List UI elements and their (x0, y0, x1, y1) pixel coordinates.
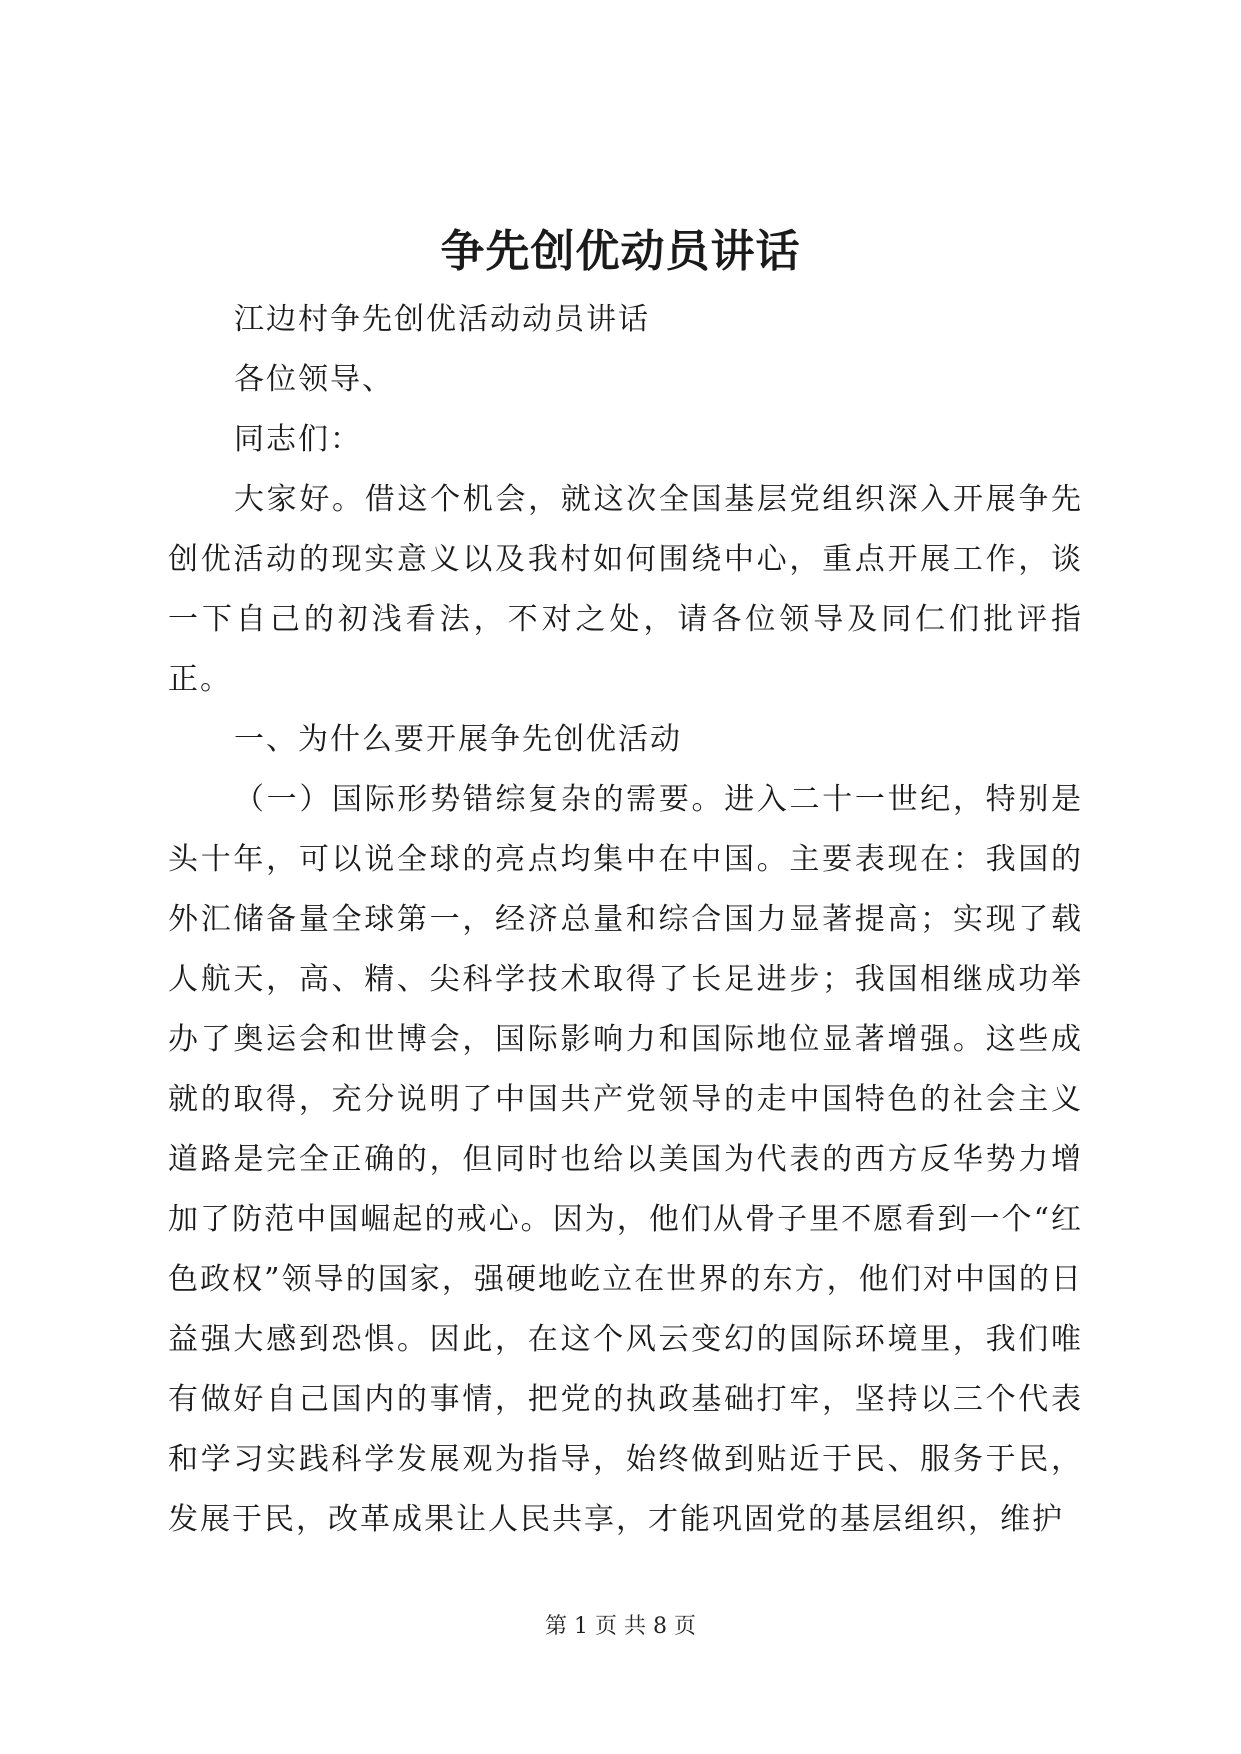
section-heading-1: 一、为什么要开展争先创优活动 (234, 722, 682, 757)
document-body (168, 290, 1083, 1550)
intro-paragraph: 大家好。借这个机会，就这次全国基层党组织深入开展争先创优活动的现实意义以及我村如何围绕中心，重点开展工作，谈一下自己的初浅看法，不对之处，请各位领导及同仁们批评指正。 (168, 482, 1083, 697)
subtitle-paragraph: 江边村争先创优活动动员讲话 (234, 302, 650, 337)
section-1-paragraph-1: （一）国际形势错综复杂的需要。进入二十一世纪，特别是头十年，可以说全球的亮点均集中在中国。主要表现在：我国的外汇储备量全球第一，经济总量和综合国力显著提高；实现了载人航天，高、精、尖科学技术取得了长足进步；我国相继成功举办了奥运会和世博会，国际影响力和国际地位显著增强。这些成就的取得，充分说明了中国共产党领导的走中国特色的社会主义道路是完全正确的，但同时也给以美国为代表的西方反华势力增加了防范中国崛起的戒心。因为，他们从骨子里不愿看到一个“红色政权”领导的国家，强硬地屹立在世界的东方，他们对中国的日益强大感到恐惧。因此，在这个风云变幻的国际环境里，我们唯有做好自己国内的事情，把党的执政基础打牢，坚持以三个代表和学习实践科学发展观为指导，始终做到贴近于民、服务于民，发展于民，改革成果让人民共享，才能巩固党的基层组织，维护 (168, 782, 1083, 1537)
salutation-leaders: 各位领导、 (234, 362, 394, 397)
salutation-comrades: 同志们： (234, 422, 362, 457)
page-number-footer: 第 1 页 共 8 页 (545, 1614, 696, 1639)
document-title: 争先创优动员讲话 (440, 226, 801, 277)
